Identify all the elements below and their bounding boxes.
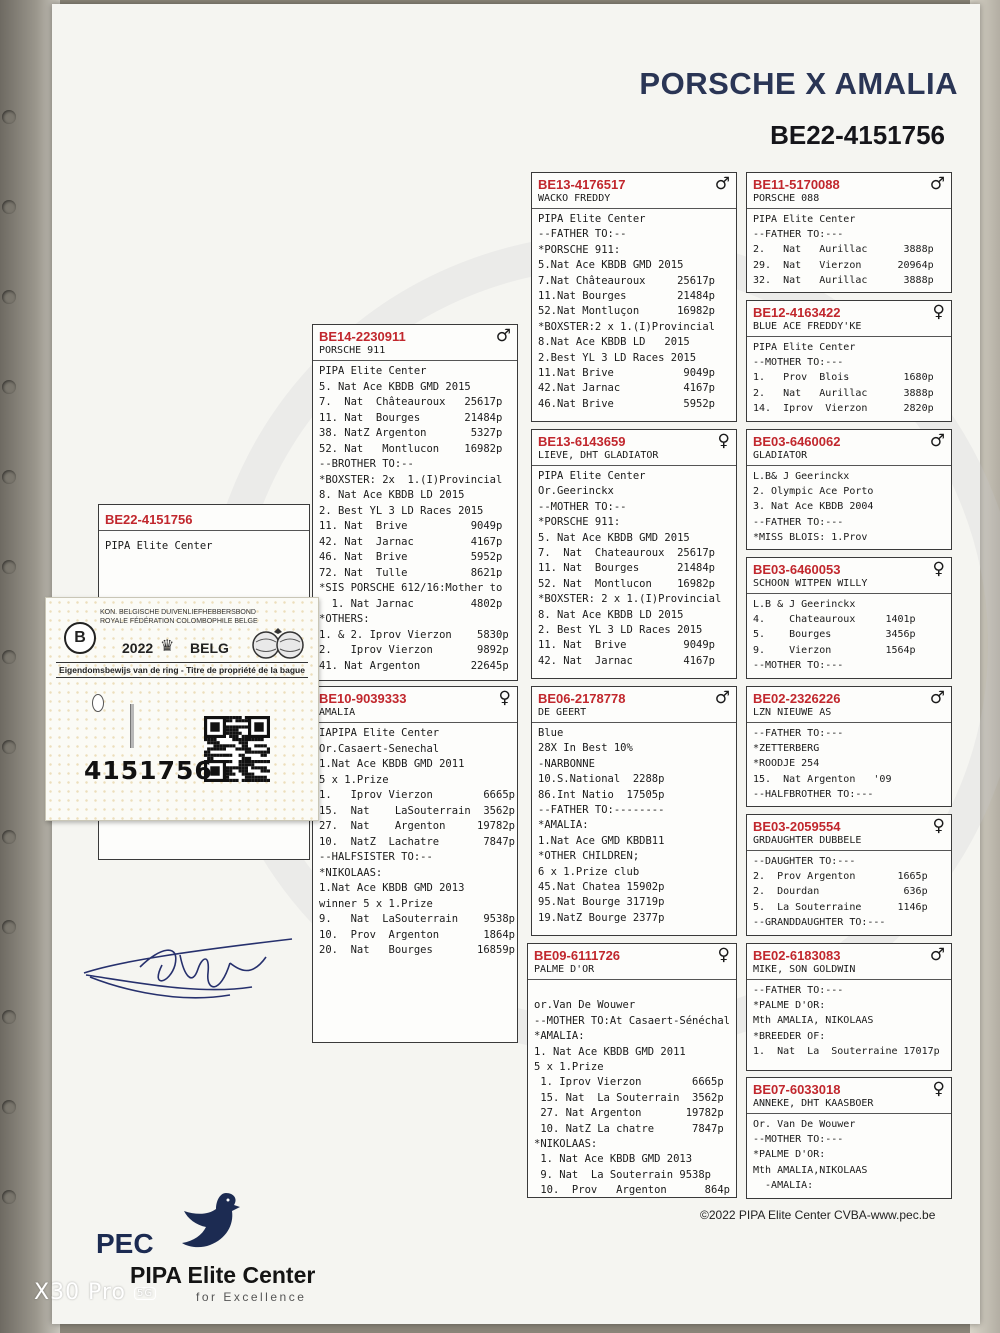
female-sex-icon: ♀ <box>932 559 945 579</box>
ring-id: BE03-2059554 <box>753 818 841 834</box>
bird-name: LZN NIEUWE AS <box>747 707 951 723</box>
ring-number-heading: BE22-4151756 <box>770 120 945 150</box>
ring-id: BE06-2178778 <box>538 690 626 706</box>
card-line: 1.Nat Ace KBDB GMD 2013 <box>319 882 465 894</box>
card-line: --DAUGHTER TO:--- <box>753 856 856 867</box>
pec-logo-text: PEC <box>96 1228 154 1259</box>
ring-country: BELG <box>190 640 229 656</box>
card-line: *AMALIA: <box>538 819 589 832</box>
card-line: --MOTHER TO:-- <box>538 500 627 513</box>
card-line: 4. Chateauroux 1401p <box>753 614 916 626</box>
card-line <box>534 983 730 998</box>
card-line: 10.S.National 2288p <box>538 773 665 786</box>
card-header <box>747 173 951 193</box>
card-line: 10. Prov Argenton 864p <box>534 1184 730 1197</box>
female-sex-icon: ♀ <box>932 816 945 836</box>
card-line: 5 x 1.Prize <box>319 773 389 786</box>
card-line: 9. Vierzon 1564p <box>753 644 916 656</box>
pedigree-card-dam-sire <box>531 686 737 936</box>
card-line: 2. Dourdan 636p <box>753 886 928 898</box>
pedigree-card-sd-sire <box>746 429 952 550</box>
card-line: PIPA Elite Center <box>538 470 646 482</box>
card-line: --BROTHER TO:-- <box>319 458 414 470</box>
certificate-subtitle: Eigendomsbewijs van de ring - Titre de propriété de la bague <box>56 662 308 678</box>
card-line: 2. Nat Aurillac 3888p <box>753 387 934 399</box>
globe-emblem-icon <box>252 626 304 660</box>
card-line: Or.Geerinckx <box>538 485 614 498</box>
camera-watermark <box>34 1280 156 1305</box>
card-line: 6 x 1.Prize club <box>538 865 640 878</box>
card-line: 11.Nat Bourges 21484p <box>538 289 716 302</box>
card-line: -NARBONNE <box>538 757 595 770</box>
card-line: *BREEDER OF: <box>753 1030 826 1042</box>
card-line: 52. Nat Montlucon 16982p <box>319 442 503 455</box>
card-line: 27. Nat Argenton 19782p <box>534 1107 724 1120</box>
card-line: 11. Nat Brive 9049p <box>319 520 503 532</box>
ring-id: BE09-6111726 <box>534 947 621 963</box>
card-line: --MOTHER TO:At Casaert-Sénéchal <box>534 1014 730 1027</box>
card-line: 8. Nat Ace KBDB LD 2015 <box>538 608 684 621</box>
card-line: *NIKOLAAS: <box>534 1137 598 1150</box>
card-line: L.B & J Geerinckx <box>753 599 856 610</box>
card-line: 41. Nat Argenton 22645p <box>319 659 509 672</box>
ring-id: BE12-4163422 <box>753 304 841 320</box>
card-lines <box>532 466 736 669</box>
card-line: 8.Nat Ace KBDB LD 2015 <box>538 336 690 349</box>
page-title: PORSCHE X AMALIA <box>639 66 958 101</box>
card-line: 1.Nat Ace GMD KBDB11 <box>538 834 665 847</box>
card-line: 5. La Souterraine 1146p <box>753 901 928 913</box>
pedigree-card-sd-dam <box>746 557 952 679</box>
card-lines <box>528 980 736 1198</box>
card-line: 7. Nat Châteauroux 25617p <box>319 396 503 408</box>
punch-hole <box>2 830 16 844</box>
card-line: 1. Nat Ace KBDB GMD 2011 <box>534 1045 686 1058</box>
camera-5g-badge: 5G <box>134 1287 156 1300</box>
card-line: *PALME D'OR: <box>753 1000 826 1012</box>
card-line: 10. Prov Argenton 1864p <box>319 928 515 941</box>
card-line: Or. Van De Wouwer <box>753 1119 856 1130</box>
punch-hole <box>2 1190 16 1204</box>
male-sex-icon: ♂ <box>714 688 730 708</box>
card-line: PIPA Elite Center <box>753 342 856 353</box>
handwritten-signature <box>80 925 295 1025</box>
ring-year: 2022 <box>122 640 154 656</box>
punch-hole <box>2 290 16 304</box>
ring-id: BE03-6460053 <box>753 561 841 577</box>
pec-tagline: for Excellence <box>196 1290 307 1304</box>
bird-name: ANNEKE, DHT KAASBOER <box>747 1098 951 1114</box>
card-header <box>528 944 736 964</box>
card-line: 42. Nat Jarnac 4167p <box>538 654 716 667</box>
card-line: 8. Nat Ace KBDB LD 2015 <box>319 489 465 501</box>
card-line: 1. & 2. Iprov Vierzon 5830p <box>319 628 509 641</box>
female-sex-icon: ♀ <box>932 1079 945 1099</box>
bird-name: SCHOON WITPEN WILLY <box>747 578 951 594</box>
card-lines <box>747 594 951 673</box>
ring-id: BE07-6033018 <box>753 1081 841 1097</box>
card-line: PIPA Elite Center <box>319 365 427 377</box>
pedigree-card-ss-dam <box>746 300 952 422</box>
bird-name: GRDAUGHTER DUBBELE <box>747 835 951 851</box>
card-line: 2. Iprov Vierzon 9892p <box>319 644 509 656</box>
bird-name: PORSCHE 911 <box>313 345 517 361</box>
card-lines <box>747 723 951 802</box>
pigeon-logo-icon <box>176 1185 246 1255</box>
card-line: --FATHER TO:--- <box>753 728 844 739</box>
card-line: 27. Nat Argenton 19782p <box>319 820 515 832</box>
bird-name: LIEVE, DHT GLADIATOR <box>532 450 736 466</box>
card-line: 45.Nat Chatea 15902p <box>538 880 665 893</box>
card-line: 5 x 1.Prize <box>534 1060 604 1073</box>
ring-id: BE14-2230911 <box>319 328 406 344</box>
card-line: 2. Best YL 3 LD Races 2015 <box>319 504 484 517</box>
card-line: Mth AMALIA,NIKOLAAS <box>753 1164 868 1176</box>
bird-name: PALME D'OR <box>528 964 736 980</box>
card-line: winner 5 x 1.Prize <box>319 897 433 910</box>
card-line: 2.Best YL 3 LD Races 2015 <box>538 351 697 364</box>
card-line: 2. Prov Argenton 1665p <box>753 871 928 883</box>
card-line: Blue <box>538 727 564 739</box>
pedigree-card-dam-dam <box>527 943 737 1198</box>
pedigree-card-dd-sire <box>746 943 952 1071</box>
card-line: 29. Nat Vierzon 20964p <box>753 259 934 271</box>
card-line: 15. Nat La Souterrain 3562p <box>534 1091 724 1104</box>
card-line: -AMALIA: <box>753 1179 814 1191</box>
card-line: or.Van De Wouwer <box>534 999 636 1012</box>
card-line: 11.Nat Brive 9049p <box>538 366 716 379</box>
card-line: 1. Nat La Souterraine 17017p <box>753 1045 940 1057</box>
card-line: 11. Nat Bourges 21484p <box>538 562 716 575</box>
pedigree-card-dd-dam <box>746 1077 952 1199</box>
card-header <box>747 430 951 450</box>
card-line: 20. Nat Bourges 16859p <box>319 944 515 956</box>
card-line: --GRANDDAUGHTER TO:--- <box>753 916 886 928</box>
card-line: 86.Int Natio 17505p <box>538 788 665 801</box>
federation-name-nl: KON. BELGISCHE DUIVENLIEFHEBBERSBOND <box>100 609 256 616</box>
card-header <box>747 944 951 964</box>
card-line: 1. Prov Blois 1680p <box>753 372 934 384</box>
ring-id: BE02-2326226 <box>753 690 841 706</box>
card-line: *MISS BLOIS: 1.Prov <box>753 531 868 543</box>
card-line: *BOXSTER: 2 x 1.(I)Provincial <box>538 593 722 606</box>
card-line: --HALFSISTER TO:-- <box>319 851 433 863</box>
card-line: 10. NatZ Lachatre 7847p <box>319 835 515 848</box>
pedigree-card-sire <box>312 324 518 681</box>
bird-name: PORSCHE 088 <box>747 193 951 209</box>
card-line: 1. Nat Ace KBDB GMD 2013 <box>534 1153 693 1166</box>
card-line: 11. Nat Bourges 21484p <box>319 411 503 424</box>
card-header <box>532 430 736 450</box>
pedigree-card-ds-dam <box>746 814 952 936</box>
card-line: *BOXSTER:2 x 1.(I)Provincial <box>538 320 716 333</box>
male-sex-icon: ♂ <box>929 431 945 451</box>
card-line: 1. Nat Jarnac 4802p <box>319 597 503 610</box>
bird-name: MIKE, SON GOLDWIN <box>747 964 951 980</box>
card-header <box>313 325 517 345</box>
card-line: 28X In Best 10% <box>538 742 633 755</box>
punch-hole <box>2 920 16 934</box>
card-line: 1.Nat Ace KBDB GMD 2011 <box>319 758 465 770</box>
card-line: 7. Nat Chateauroux 25617p <box>538 546 716 559</box>
card-line: L.B& J Geerinckx <box>753 471 850 482</box>
male-sex-icon: ♂ <box>929 688 945 708</box>
ring-certificate <box>45 597 319 821</box>
punch-hole <box>2 110 16 124</box>
card-line: 2. Nat Aurillac 3888p <box>753 244 934 256</box>
ring-id: BE13-4176517 <box>538 176 626 192</box>
breeder-line: PIPA Elite Center <box>105 540 213 552</box>
ring-id: BE10-9039333 <box>319 690 407 706</box>
card-line: 42.Nat Jarnac 4167p <box>538 382 716 395</box>
card-line: 72. Nat Tulle 8621p <box>319 566 503 579</box>
card-line: *NIKOLAAS: <box>319 866 383 879</box>
card-line: 10. NatZ La chatre 7847p <box>534 1122 724 1135</box>
card-line: 5. Nat Ace KBDB GMD 2015 <box>538 531 690 544</box>
pedigree-card-sire-dam <box>531 429 737 679</box>
card-line: 14. Iprov Vierzon 2820p <box>753 402 934 414</box>
pedigree-card-dam <box>312 686 518 1043</box>
punch-hole <box>2 380 16 394</box>
card-header <box>747 558 951 578</box>
punch-hole <box>2 560 16 574</box>
ring-pin <box>130 704 134 748</box>
card-line: --FATHER TO:-- <box>538 228 627 241</box>
card-line: *PORSCHE 911: <box>538 243 621 256</box>
card-line: PIPA Elite Center <box>753 214 856 225</box>
card-header <box>532 687 736 707</box>
card-line: 52. Nat Montlucon 16982p <box>538 577 716 590</box>
card-line: 7.Nat Châteauroux 25617p <box>538 274 716 287</box>
punch-hole <box>2 1100 16 1114</box>
card-lines <box>747 337 951 416</box>
card-line: 2. Olympic Ace Porto <box>753 486 874 498</box>
ring-id: BE11-5170088 <box>753 176 840 192</box>
card-header <box>747 815 951 835</box>
card-line: 46. Nat Brive 5952p <box>319 551 503 563</box>
card-line: 15. Nat LaSouterrain 3562p <box>319 804 515 817</box>
card-lines <box>747 980 951 1059</box>
card-line: 42. Nat Jarnac 4167p <box>319 535 503 548</box>
card-line: 5.Nat Ace KBDB GMD 2015 <box>538 259 684 272</box>
card-line: 95.Nat Bourge 31719p <box>538 896 665 909</box>
card-line: --FATHER TO:--- <box>753 229 844 241</box>
card-line: 3. Nat Ace KBDB 2004 <box>753 501 874 513</box>
card-line: 2. Best YL 3 LD Races 2015 <box>538 623 703 636</box>
card-line: 19.NatZ Bourge 2377p <box>538 911 665 924</box>
male-sex-icon: ♂ <box>929 174 945 194</box>
male-sex-icon: ♂ <box>929 945 945 965</box>
card-line: *PALME D'OR: <box>753 1149 826 1161</box>
bird-name: DE GEERT <box>532 707 736 723</box>
card-lines <box>747 1114 951 1193</box>
ring-id: BE03-6460062 <box>753 433 841 449</box>
card-line: 9. Nat La Souterrain 9538p <box>534 1168 712 1181</box>
copyright-text: ©2022 PIPA Elite Center CVBA-www.pec.be <box>700 1208 936 1222</box>
card-line: --FATHER TO:--- <box>753 516 844 528</box>
card-line: 38. NatZ Argenton 5327p <box>319 427 503 439</box>
card-line: IAPIPA Elite Center <box>319 727 440 739</box>
card-header <box>532 173 736 193</box>
pedigree-card-ss-sire <box>746 172 952 293</box>
federation-name-fr: ROYALE FÉDÉRATION COLOMBOPHILE BELGE <box>100 618 258 625</box>
male-sex-icon: ♂ <box>714 174 730 194</box>
card-lines <box>313 361 517 674</box>
ring-id: BE13-6143659 <box>538 433 626 449</box>
card-line: *ROODJE 254 <box>753 758 820 770</box>
card-line: --MOTHER TO:--- <box>753 357 844 369</box>
card-line: *ZETTERBERG <box>753 743 820 755</box>
card-header <box>313 687 517 707</box>
ring-slot <box>92 694 104 712</box>
card-line: Or.Casaert-Senechal <box>319 742 440 755</box>
card-lines <box>747 209 951 288</box>
card-line: *SIS PORSCHE 612/16:Mother to <box>319 582 503 594</box>
card-line: 5. Nat Ace KBDB GMD 2015 <box>319 380 471 393</box>
female-sex-icon: ♀ <box>717 431 730 451</box>
card-line: 52.Nat Montluçon 16982p <box>538 305 716 318</box>
ring-id: BE22-4151756 <box>105 511 193 527</box>
pedigree-card-sire-sire <box>531 172 737 422</box>
card-line: 11. Nat Brive 9049p <box>538 639 716 652</box>
card-lines <box>532 723 736 926</box>
card-line: --FATHER TO:--- <box>753 985 844 996</box>
pedigree-card-ds-sire <box>746 686 952 807</box>
male-sex-icon: ♂ <box>495 326 511 346</box>
card-line: 15. Nat Argenton '09 <box>753 773 892 785</box>
bird-name: BLUE ACE FREDDY'KE <box>747 321 951 337</box>
card-line: *OTHER CHILDREN; <box>538 850 640 863</box>
card-header <box>747 1078 951 1098</box>
card-line: *AMALIA: <box>534 1030 585 1043</box>
card-line: 46.Nat Brive 5952p <box>538 397 716 410</box>
card-lines <box>747 851 951 930</box>
punch-hole <box>2 470 16 484</box>
bird-name: WACKO FREDDY <box>532 193 736 209</box>
bird-name: AMALIA <box>313 707 517 723</box>
punch-hole <box>2 650 16 664</box>
card-lines <box>532 209 736 412</box>
card-line: 5. Bourges 3456p <box>753 629 916 641</box>
card-lines <box>747 466 951 545</box>
federation-logo: B <box>64 622 96 654</box>
certificate-ring-number: 4151756 <box>84 756 213 785</box>
card-line: --FATHER TO:-------- <box>538 803 665 816</box>
card-line: --MOTHER TO:--- <box>753 1134 844 1146</box>
bird-name: GLADIATOR <box>747 450 951 466</box>
female-sex-icon: ♀ <box>717 945 730 965</box>
ring-id: BE02-6183083 <box>753 947 841 963</box>
card-line: Mth AMALIA, NIKOLAAS <box>753 1015 874 1027</box>
camera-model: X30 Pro <box>34 1280 126 1305</box>
female-sex-icon: ♀ <box>932 302 945 322</box>
card-line: PIPA Elite Center <box>538 213 646 225</box>
card-line: *PORSCHE 911: <box>538 516 621 529</box>
crown-icon: ♛ <box>160 638 175 655</box>
card-header <box>747 687 951 707</box>
card-line: 32. Nat Aurillac 3888p <box>753 274 934 286</box>
card-line: 1. Iprov Vierzon 6665p <box>319 789 515 801</box>
punch-hole <box>2 740 16 754</box>
female-sex-icon: ♀ <box>498 688 511 708</box>
card-header <box>747 301 951 321</box>
card-line: 9. Nat LaSouterrain 9538p <box>319 913 515 925</box>
card-line: *BOXSTER: 2x 1.(I)Provincial <box>319 473 503 486</box>
card-line: 1. Iprov Vierzon 6665p <box>534 1076 724 1089</box>
punch-hole <box>2 200 16 214</box>
card-line: *OTHERS: <box>319 613 370 625</box>
card-line: --MOTHER TO:--- <box>753 659 844 671</box>
pec-name-text: PIPA Elite Center <box>130 1262 316 1288</box>
qr-code <box>204 716 270 782</box>
card-lines <box>313 723 517 959</box>
punch-hole <box>2 1010 16 1024</box>
federation-name <box>100 608 258 626</box>
card-line: --HALFBROTHER TO:--- <box>753 788 874 800</box>
